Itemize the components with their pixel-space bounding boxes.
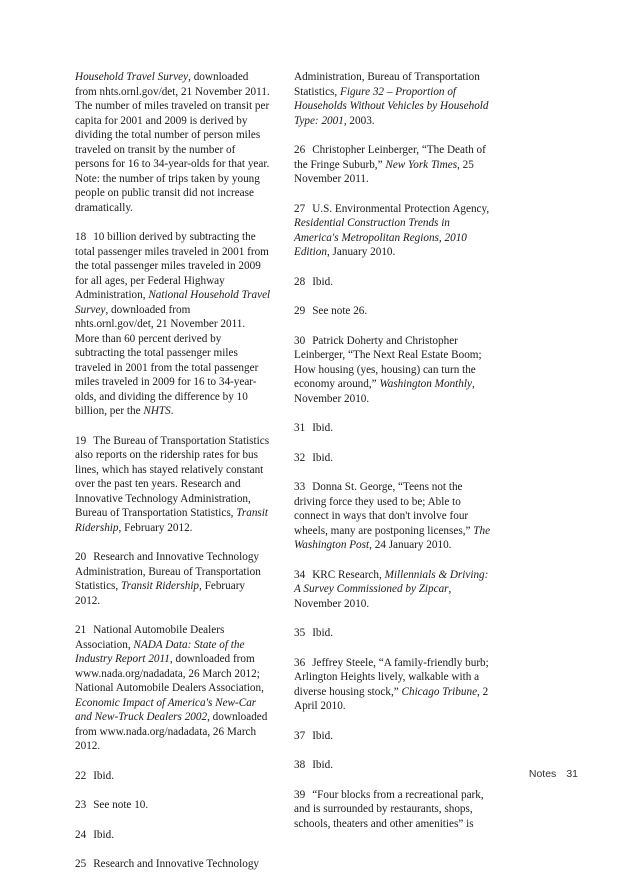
note-number: 31 (294, 422, 306, 434)
note-number: 33 (294, 481, 306, 493)
note-37: 37 Ibid. (294, 729, 334, 742)
note-35: 35 Ibid. (294, 627, 334, 639)
note-number: 34 (294, 568, 306, 581)
notes-column-right (294, 70, 494, 846)
note-number: 19 (75, 434, 87, 447)
note-32: 32 Ibid. (294, 451, 334, 464)
note-number: 30 (294, 334, 306, 347)
note-number: 18 (75, 231, 87, 243)
note-number: 36 (294, 656, 306, 669)
note-24: 24 Ibid. (75, 828, 115, 841)
page-number: 31 (566, 768, 578, 780)
note-number: 38 (294, 759, 306, 771)
note-number: 39 (294, 788, 306, 801)
note-number: 25 (75, 858, 87, 870)
note-18: 18 10 billion derived by subtracting the total passenger miles traveled in 2001 from the total passenger miles traveled in 2009 for all ages, per Federal Highway Administration, National Household Travel Survey, downloaded from nhts.ornl.gov/det, 21 November 2011. More than 60 percent derived by subtracting the total passenger miles traveled in 2001 from the total passenger miles traveled in 2009 for 16 to 34-year-olds, and dividing the difference by 10 billion, per the NHTS. (75, 231, 271, 417)
note-33: 33 Donna St. George, “Teens not the driving force they used to be; Able to connect in ways that don't involve four wheels, many are postponing licenses,” The Washington Post, 24 January 2010. (294, 481, 491, 551)
notes-column-left (75, 70, 271, 887)
note-28: 28 Ibid. (294, 275, 334, 288)
note-25: 25 Research and Innovative Technology (75, 858, 260, 870)
note-text: The number of miles traveled on transit per capita for 2001 and 2009 is derived by dividing the total number of person miles traveled on transit by the number of persons for 16 to 34-year-olds for that year. (75, 100, 270, 170)
note-number: 21 (75, 624, 87, 636)
note-22: 22 Ibid. (75, 769, 115, 782)
note-26: 26 Christopher Leinberger, “The Death of the Fringe Suburb,” New York Times, 25 November 2011. (294, 144, 486, 185)
page-footer (529, 768, 578, 780)
note-number: 23 (75, 799, 87, 811)
note-29: 29 See note 26. (294, 305, 368, 317)
note-text: Household Travel Survey, downloaded from nhts.ornl.gov/det, 21 November 2011. (75, 71, 270, 98)
note-text: Note: the number of trips taken by young people on public transit did not increase dramatically. (75, 172, 260, 214)
note-number: 26 (294, 144, 306, 156)
note-23: 23 See note 10. (75, 799, 149, 811)
note-number: 27 (294, 202, 306, 215)
note-number: 24 (75, 828, 87, 841)
note-italic: Household Travel Survey (75, 71, 189, 83)
note-number: 22 (75, 769, 87, 782)
note-30: 30 Patrick Doherty and Christopher Leinberger, “The Next Real Estate Boom; How housing (yes, housing) can turn the economy around,” Washington Monthly, November 2010. (294, 334, 482, 405)
note-number: 37 (294, 729, 306, 742)
note-19: 19 The Bureau of Transportation Statistics also reports on the ridership rates for bus lines, which has stayed relatively constant over the past ten years. Research and Innovative Technology Administration, Bureau of Transportation Statistics, Transit Ridership, February 2012. (75, 434, 270, 534)
note-27: 27 U.S. Environmental Protection Agency, Residential Construction Trends in America's Metropolitan Regions, 2010 Edition, January 2010. (294, 202, 490, 258)
note-20: 20 Research and Innovative Technology Administration, Bureau of Transportation Statistics, Transit Ridership, February 2012. (75, 551, 261, 607)
note-number: 20 (75, 551, 87, 563)
note-number: 35 (294, 627, 306, 639)
note-36: 36 Jeffrey Steele, “A family-friendly burb; Arlington Heights lively, walkable with a diverse housing stock,” Chicago Tribune, 2 April 2010. (294, 656, 489, 712)
note-31: 31 Ibid. (294, 422, 334, 434)
note-17-continued (75, 70, 271, 215)
footer-section: Notes (528, 768, 557, 780)
note-21: 21 National Automobile Dealers Association, NADA Data: State of the Industry Report 2011, downloaded from www.nada.org/nadadata, 26 March 2012; National Automobile Dealers Association, Economic Impact of America's New-Car and New-Truck Dealers 2002, downloaded from www.nada.org/nadadata, 26 March 2012. (75, 624, 268, 752)
note-number: 32 (294, 451, 306, 464)
note-25-continued: Administration, Bureau of Transportation Statistics, Figure 32 – Proportion of Households Without Vehicles by Household Type: 2001, 2003. (294, 71, 489, 127)
note-39: 39 “Four blocks from a recreational park, and is surrounded by restaurants, shops, schools, theaters and other amenities” is (294, 788, 484, 830)
note-34: 34 KRC Research, Millennials & Driving: A Survey Commissioned by Zipcar, November 2010. (294, 568, 489, 610)
note-number: 29 (294, 305, 306, 317)
note-38: 38 Ibid. (294, 759, 334, 771)
note-number: 28 (294, 275, 306, 288)
